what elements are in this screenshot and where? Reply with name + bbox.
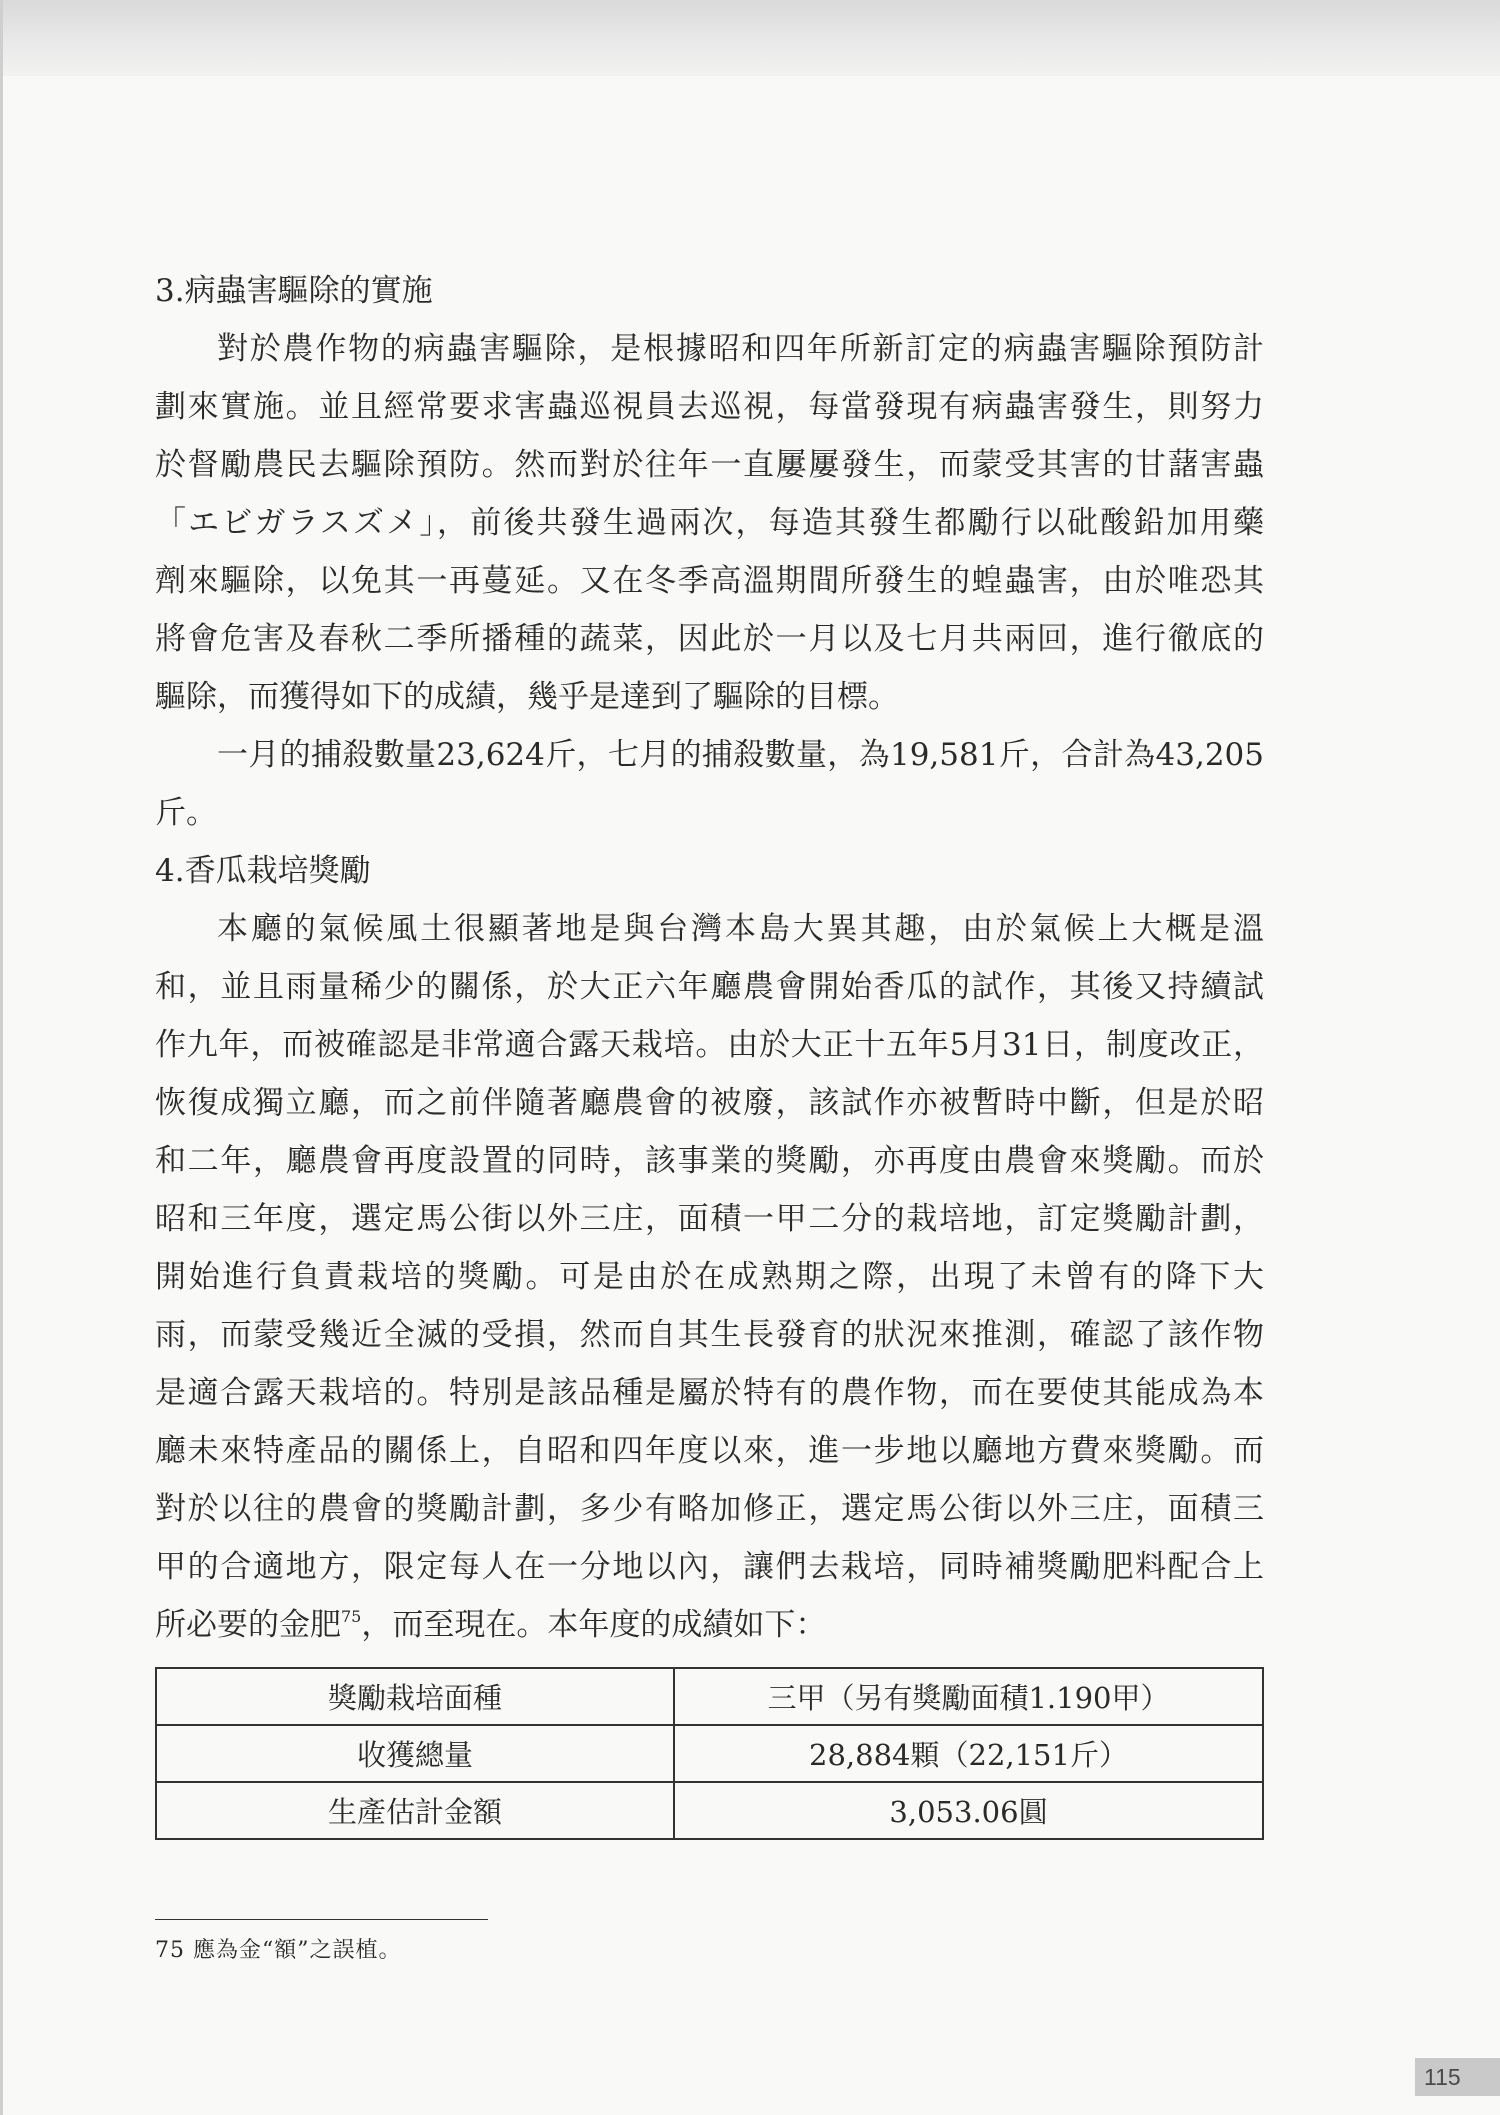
body-text <box>155 262 1264 1654</box>
footnote-marker: 75 <box>155 1938 185 1963</box>
body-text-line: 恢復成獨立廳，而之前伴隨著廳農會的被廢，該試作亦被暫時中斷，但是於昭 <box>155 1085 1264 1121</box>
footnote-text: 應為金“額”之誤植。 <box>193 1938 402 1963</box>
table-cell-label: 獎勵栽培面種 <box>156 1668 674 1725</box>
footnote-rule <box>155 1919 488 1920</box>
body-text-line: 是適合露天栽培的。特別是該品種是屬於特有的農作物，而在要使其能成為本 <box>155 1375 1264 1411</box>
body-text-line: 廳未來特產品的關係上，自昭和四年度以來，進一步地以廳地方費來獎勵。而 <box>155 1433 1264 1469</box>
body-text-line: 雨，而蒙受幾近全滅的受損，然而自其生長發育的狀況來推測，確認了該作物 <box>155 1317 1264 1353</box>
results-table <box>155 1667 1264 1840</box>
body-text-line: 甲的合適地方，限定每人在一分地以內，讓們去栽培，同時補獎勵肥料配合上 <box>155 1549 1264 1585</box>
body-text-line: 「エビガラスズメ」，前後共發生過兩次，每造其發生都勵行以砒酸鉛加用藥 <box>155 505 1264 541</box>
text-before-note: 所必要的金肥 <box>155 1607 341 1643</box>
body-text-line: 作九年，而被確認是非常適合露天栽培。由於大正十五年5月31日，制度改正， <box>155 1027 1264 1063</box>
table-row <box>156 1782 1263 1839</box>
body-text-line: 於督勵農民去驅除預防。然而對於往年一直屢屢發生，而蒙受其害的甘藷害蟲 <box>155 447 1264 483</box>
section-heading: 4.香瓜栽培獎勵 <box>155 853 371 889</box>
body-text-line: 對於農作物的病蟲害驅除，是根據昭和四年所新訂定的病蟲害驅除預防計 <box>217 331 1264 367</box>
body-text-line: 本廳的氣候風土很顯著地是與台灣本島大異其趣，由於氣候上大概是溫 <box>217 911 1264 947</box>
page-left-edge <box>0 0 3 2115</box>
table-cell-label: 收獲總量 <box>156 1725 674 1782</box>
body-text-line: 斤。 <box>155 795 217 831</box>
body-text-line: 驅除，而獲得如下的成績，幾乎是達到了驅除的目標。 <box>155 679 899 715</box>
section-heading: 3.病蟲害驅除的實施 <box>155 273 433 309</box>
page-number: 115 <box>1415 2058 1500 2096</box>
body-text-line: 對於以往的農會的獎勵計劃，多少有略加修正，選定馬公街以外三庄，面積三 <box>155 1491 1264 1527</box>
scan-top-band <box>0 0 1500 76</box>
body-text-line: 將會危害及春秋二季所播種的蔬菜，因此於一月以及七月共兩回，進行徹底的 <box>155 621 1264 657</box>
table-cell-value: 28,884顆（22,151斤） <box>674 1725 1263 1782</box>
table-cell-value: 3,053.06圓 <box>674 1782 1263 1839</box>
footnote-reference: 75 <box>341 1607 362 1626</box>
body-text-line: 一月的捕殺數量23,624斤，七月的捕殺數量，為19,581斤，合計為43,205 <box>217 737 1264 773</box>
body-text-line <box>155 1596 1264 1654</box>
table-cell-value: 三甲（另有獎勵面積1.190甲） <box>674 1668 1263 1725</box>
body-text-line: 劃來實施。並且經常要求害蟲巡視員去巡視，每當發現有病蟲害發生，則努力 <box>155 389 1264 425</box>
table-cell-label: 生產估計金額 <box>156 1782 674 1839</box>
footnote <box>155 1936 402 1966</box>
body-text-line: 和二年，廳農會再度設置的同時，該事業的獎勵，亦再度由農會來獎勵。而於 <box>155 1143 1264 1179</box>
body-text-line: 和，並且雨量稀少的關係，於大正六年廳農會開始香瓜的試作，其後又持續試 <box>155 969 1264 1005</box>
body-text-line: 劑來驅除，以免其一再蔓延。又在冬季高溫期間所發生的蝗蟲害，由於唯恐其 <box>155 563 1264 599</box>
table-row <box>156 1725 1263 1782</box>
body-text-line: 開始進行負責栽培的獎勵。可是由於在成熟期之際，出現了未曾有的降下大 <box>155 1259 1264 1295</box>
body-text-line: 昭和三年度，選定馬公街以外三庄，面積一甲二分的栽培地，訂定獎勵計劃， <box>155 1201 1264 1237</box>
text-after-note: ，而至現在。本年度的成績如下： <box>361 1607 827 1643</box>
table-row <box>156 1668 1263 1725</box>
